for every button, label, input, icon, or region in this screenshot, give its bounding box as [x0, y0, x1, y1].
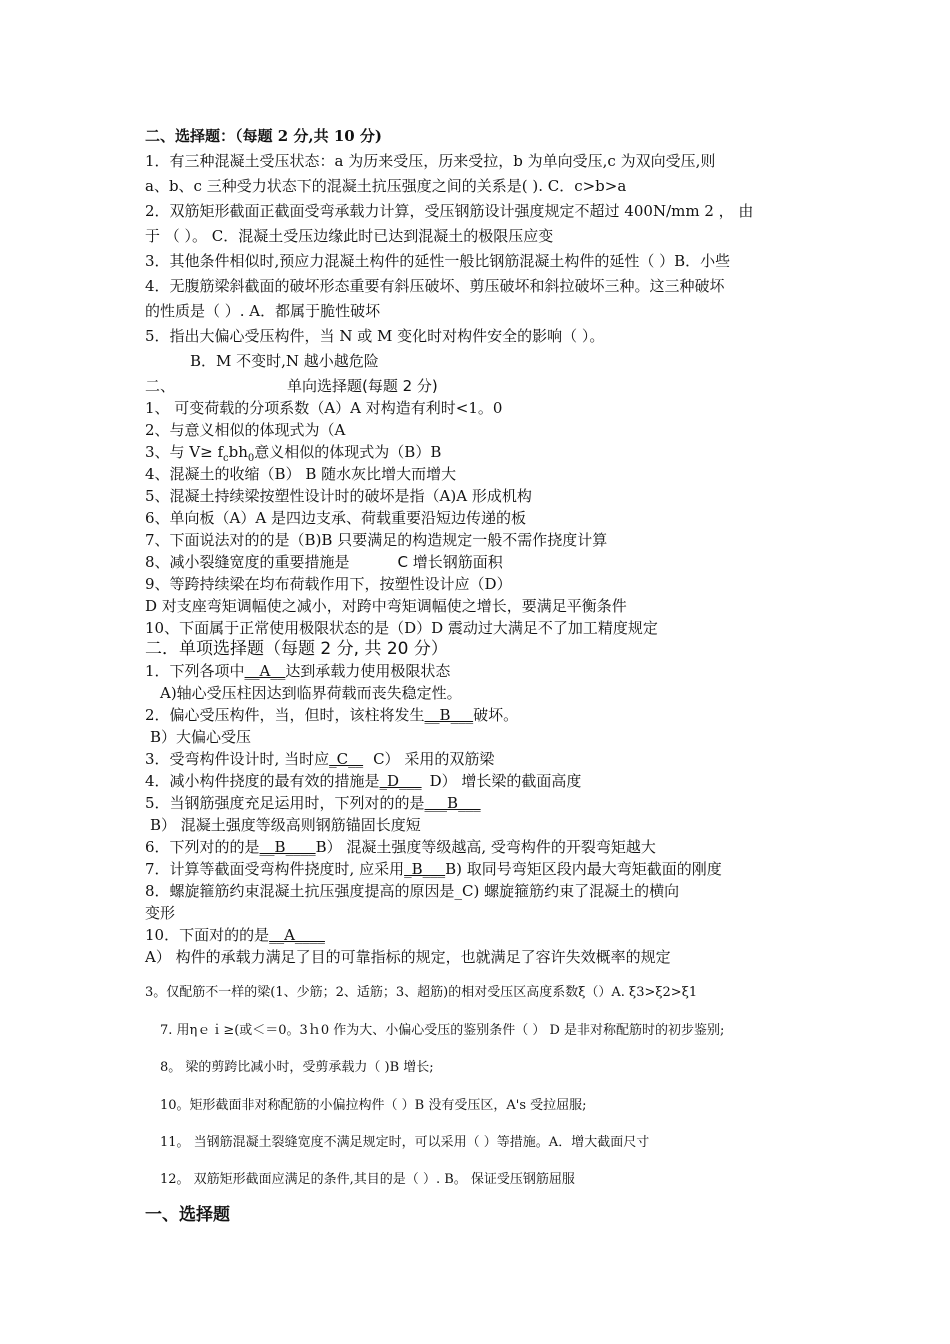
section-c-heading: 二．单项选择题（每题 2 分, 共 20 分）	[145, 639, 448, 659]
item-3-part-a: 3、与 V≥ f	[145, 443, 224, 461]
c-question-6	[145, 837, 656, 857]
c-question-10	[145, 925, 325, 945]
c-question-1-option: A)轴心受压柱因达到临界荷载而丧失稳定性。	[160, 684, 462, 702]
c-question-8-continued: 变形	[145, 904, 176, 922]
d-line-3: 3。仅配筋不一样的梁(1、少筋；2、适筋；3、超筋)的相对受压区高度系数ξ（）A. ξ3>ξ2>ξ1	[145, 985, 698, 1000]
d-line-10: 10。矩形截面非对称配筋的小偏拉构件（ ）B 没有受压区，A's 受拉屈服;	[160, 1098, 587, 1113]
question-3: 3．其他条件相似时,预应力混凝土构件的延性一般比钢筋混凝土构件的延性（ ）B．小些	[145, 252, 731, 270]
c-question-1	[145, 661, 450, 681]
c-question-5-text: 5．当钢筋强度充足运用时，下列对的的是	[145, 794, 425, 812]
c-question-4	[145, 771, 581, 791]
d-line-8: 8。 梁的剪跨比减小时，受剪承载力（ )B 增长;	[160, 1060, 434, 1075]
c-question-2-answer: __B___	[424, 706, 474, 724]
question-2-line-1: 2．双筋矩形截面正截面受弯承载力计算，受压钢筋设计强度规定不超过 400N/mm 2 ， 由	[145, 202, 754, 220]
item-7: 7、下面说法对的的是（B)B 只要满足的构造规定一般不需作挠度计算	[145, 531, 608, 549]
item-1: 1、 可变荷载的分项系数（A）A 对构造有利时<1。0	[145, 399, 503, 417]
c-question-5-option: B） 混凝土强度等级高则钢筋锚固长度短	[150, 816, 421, 834]
section-b-heading: 单向选择题(每题 2 分)	[287, 377, 438, 395]
c-question-3-answer: _C__	[329, 750, 364, 768]
question-2-line-2: 于 （ ）。 C．混凝土受压边缘此时已达到混凝土的极限压应变	[145, 227, 554, 245]
question-1-line-1: 1．有三种混凝土受压状态：a 为历来受压，历来受拉，b 为单向受压,c 为双向受压,则	[145, 152, 716, 170]
question-4-line-1: 4．无腹筋梁斜截面的破坏形态重要有斜压破坏、剪压破坏和斜拉破坏三种。这三种破坏	[145, 277, 725, 295]
c-question-10-option: A） 构件的承载力满足了目的可靠指标的规定，也就满足了容许失效概率的规定	[145, 948, 671, 966]
item-9: 9、等跨持续梁在均布荷载作用下，按塑性设计应（D）	[145, 575, 512, 593]
item-3-part-b: bh	[228, 443, 248, 461]
section-b-heading-number: 二、	[145, 377, 176, 395]
c-question-6-text: 6．下列对的的是	[145, 838, 260, 856]
c-question-7-answer: _B___	[404, 860, 446, 878]
item-3-part-c: 意义相似的体现式为（B）B	[254, 443, 442, 461]
section-e-heading: 一、选择题	[145, 1205, 230, 1225]
item-8	[145, 552, 503, 572]
c-question-1-text-end: 达到承载力使用极限状态	[285, 662, 451, 680]
c-question-1-answer: __A__	[244, 662, 286, 680]
c-question-7-text: 7．计算等截面受弯构件挠度时, 应采用	[145, 860, 405, 878]
c-question-4-option: D） 增长梁的截面高度	[429, 772, 582, 790]
question-4-line-2: 的性质是（ ）. A．都属于脆性破坏	[145, 302, 381, 320]
c-question-5-answer: ___B___	[424, 794, 481, 812]
c-question-2	[145, 705, 518, 725]
item-4: 4、混凝土的收缩（B） B 随水灰比增大而增大	[145, 465, 457, 483]
c-question-1-text: 1．下列各项中	[145, 662, 245, 680]
item-3-subscript-0: 0	[247, 453, 255, 464]
c-question-6-answer: __B____	[259, 838, 316, 856]
c-question-3	[145, 749, 494, 769]
item-6: 6、单向板（A）A 是四边支承、荷载重要沿短边传递的板	[145, 509, 526, 527]
c-question-3-option: C） 采用的双筋梁	[373, 750, 495, 768]
c-question-4-answer: _D___	[379, 772, 422, 790]
item-9-answer: D 对支座弯矩调幅使之减小，对跨中弯矩调幅使之增长，要满足平衡条件	[145, 597, 627, 615]
c-question-10-text: 10．下面对的的是	[145, 926, 270, 944]
c-question-2-text-end: 破坏。	[473, 706, 519, 724]
d-line-7: 7. 用ηｅｉ≥(或＜＝0。3ｈ0 作为大、小偏心受压的鉴别条件（ ） D 是非对称配筋时的初步鉴别;	[160, 1023, 725, 1038]
c-question-2-text: 2．偏心受压构件，当，但时，该柱将发生	[145, 706, 425, 724]
c-question-7	[145, 859, 722, 879]
item-10: 10、下面属于正常使用极限状态的是（D）D 震动过大满足不了加工精度规定	[145, 619, 658, 637]
c-question-3-text: 3．受弯构件设计时, 当时应	[145, 750, 330, 768]
c-question-2-option: B）大偏心受压	[150, 728, 252, 746]
item-3-subscript-c: c	[223, 453, 229, 464]
item-5: 5、混凝土持续梁按塑性设计时的破坏是指（A)A 形成机构	[145, 487, 532, 505]
question-5-answer: B．M 不变时,N 越小越危险	[190, 352, 379, 370]
section-a-heading: 二、选择题：（每题 2 分,共 10 分)	[145, 127, 383, 145]
d-line-11: 11。 当钢筋混凝土裂缝宽度不满足规定时，可以采用（ ）等措施。A．增大截面尺寸	[160, 1135, 650, 1150]
c-question-10-answer: __A____	[269, 926, 325, 944]
c-question-4-text: 4．减小构件挠度的最有效的措施是	[145, 772, 380, 790]
item-8-answer: C 增长钢筋面积	[397, 553, 503, 571]
item-8-question: 8、减小裂缝宽度的重要措施是	[145, 553, 350, 571]
c-question-8: 8．螺旋箍筋约束混凝土抗压强度提高的原因是_C) 螺旋箍筋约束了混凝土的横向	[145, 882, 680, 900]
c-question-5	[145, 793, 481, 813]
item-2: 2、与意义相似的体现式为（A	[145, 421, 346, 439]
c-question-6-option: B） 混凝土强度等级越高, 受弯构件的开裂弯矩越大	[315, 838, 656, 856]
c-question-7-option: B) 取同号弯矩区段内最大弯矩截面的刚度	[445, 860, 722, 878]
d-line-12: 12。 双筋矩形截面应满足的条件,其目的是（ ）. B。 保证受压钢筋屈服	[160, 1172, 575, 1187]
question-1-line-2: a、b、c 三种受力状态下的混凝土抗压强度之间的关系是( ). C．c>b>a	[145, 177, 627, 195]
question-5-line-1: 5．指出大偏心受压构件，当 N 或 M 变化时对构件安全的影响（ ）。	[145, 327, 605, 345]
